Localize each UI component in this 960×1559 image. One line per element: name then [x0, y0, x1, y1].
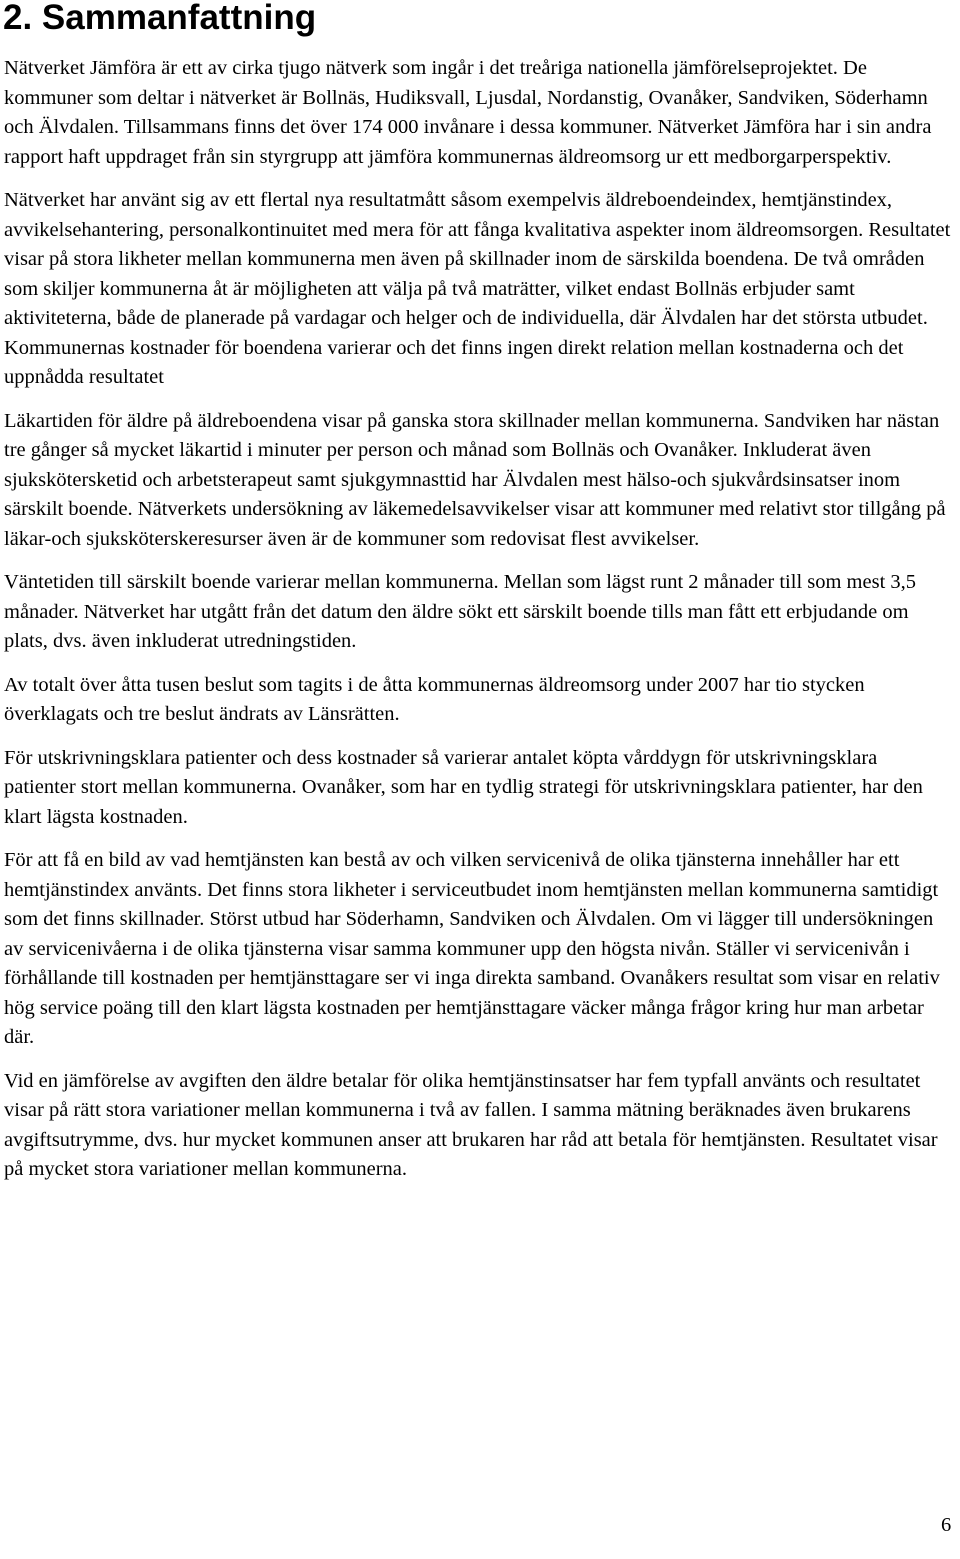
- paragraph-home-care-index: För att få en bild av vad hemtjänsten kan bestå av och vilken servicenivå de olika tjänsterna innehåller har ett hemtjänstindex använts. Det finns stora likheter i serviceutbudet inom hemtjänsten mellan kommunerna samtidigt som det finns skillnader. Störst utbud har Söderhamn, Sandviken och Älvdalen. Om vi lägger till undersökningen av servicenivåerna i de olika tjänsterna visar samma kommuner upp den högsta nivån. Ställer vi servicenivån i förhållande till kostnaden per hemtjänsttagare ser vi inga direkta samband. Ovanåkers resultat som visar en relativ hög service poäng till den klart lägsta kostnaden per hemtjänsttagare väcker många frågor kring hur man arbetar där.: [4, 849, 940, 1048]
- paragraph-doctor-time: Läkartiden för äldre på äldreboendena visar på ganska stora skillnader mellan kommunerna. Sandviken har nästan tre gånger så mycket läkartid i minuter per person och månad som Bollnäs och Ovanåker. Inkluderat även sjukskötersketid och arbetsterapeut samt sjukgymnasttid har Älvdalen mest hälso-och sjukvårdsinsatser inom särskilt boende. Nätverkets undersökning av läkemedelsavvikelser visar att kommuner med relativt stor tillgång på läkar-och sjuksköterskeresurser även är de kommuner som redovisat flest avvikelser.: [4, 409, 946, 550]
- section-heading: 2. Sammanfattning: [3, 0, 317, 37]
- paragraph-discharge-ready: För utskrivningsklara patienter och dess kostnader så varierar antalet köpta vårddygn för utskrivningsklara patienter stort mellan kommunerna. Ovanåker, som har en tydlig strategi för utskrivningsklara patienter, har den klart lägsta kostnaden.: [4, 746, 923, 828]
- paragraph-result-measures: Nätverket har använt sig av ett flertal nya resultatmått såsom exempelvis äldreboendeindex, hemtjänstindex, avvikelsehantering, personalkontinuitet med mera för att fånga kvalitativa aspekter inom äldreomsorgen. Resultatet visar på stora likheter mellan kommunerna men även på skillnader inom de särskilda boendena. De två områden som skiljer kommunerna åt är möjligheten att välja på två maträtter, vilket endast Bollnäs erbjuder samt aktiviteterna, både de planerade på vardagar och helger och de individuella, där Älvdalen har det största utbudet. Kommunernas kostnader för boendena varierar och det finns ingen direkt relation mellan kostnaderna och det uppnådda resultatet: [4, 189, 951, 388]
- paragraph-appeals: Av totalt över åtta tusen beslut som tagits i de åtta kommunernas äldreomsorg under 2007 har tio stycken överklagats och tre beslut ändrats av Länsrätten.: [4, 673, 865, 725]
- paragraph-network-intro: Nätverket Jämföra är ett av cirka tjugo nätverk som ingår i det treåriga nationella jämförelseprojektet. De kommuner som deltar i nätverket är Bollnäs, Hudiksvall, Ljusdal, Nordanstig, Ovanåker, Sandviken, Söderhamn och Älvdalen. Tillsammans finns det över 174 000 invånare i dessa kommuner. Nätverket Jämföra har i sin andra rapport haft uppdraget från sin styrgrupp att jämföra kommunernas äldreomsorg ur ett medborgarperspektiv.: [4, 57, 932, 168]
- paragraph-fees: Vid en jämförelse av avgiften den äldre betalar för olika hemtjänstinsatser har fem typfall använts och resultatet visar på rätt stora variationer mellan kommunerna i två av fallen. I samma mätning beräknades även brukarens avgiftsutrymme, dvs. hur mycket kommunen anser att brukaren har råd att betala för hemtjänsten. Resultatet visar på mycket stora variationer mellan kommunerna.: [4, 1069, 938, 1180]
- paragraph-waiting-time: Väntetiden till särskilt boende varierar mellan kommunerna. Mellan som lägst runt 2 månader till som mest 3,5 månader. Nätverket har utgått från det datum den äldre sökt ett särskilt boende tills man fått ett erbjudande om plats, dvs. även inkluderat utredningstiden.: [4, 571, 917, 652]
- page-number: 6: [941, 1514, 952, 1536]
- summary-body: [4, 54, 953, 1199]
